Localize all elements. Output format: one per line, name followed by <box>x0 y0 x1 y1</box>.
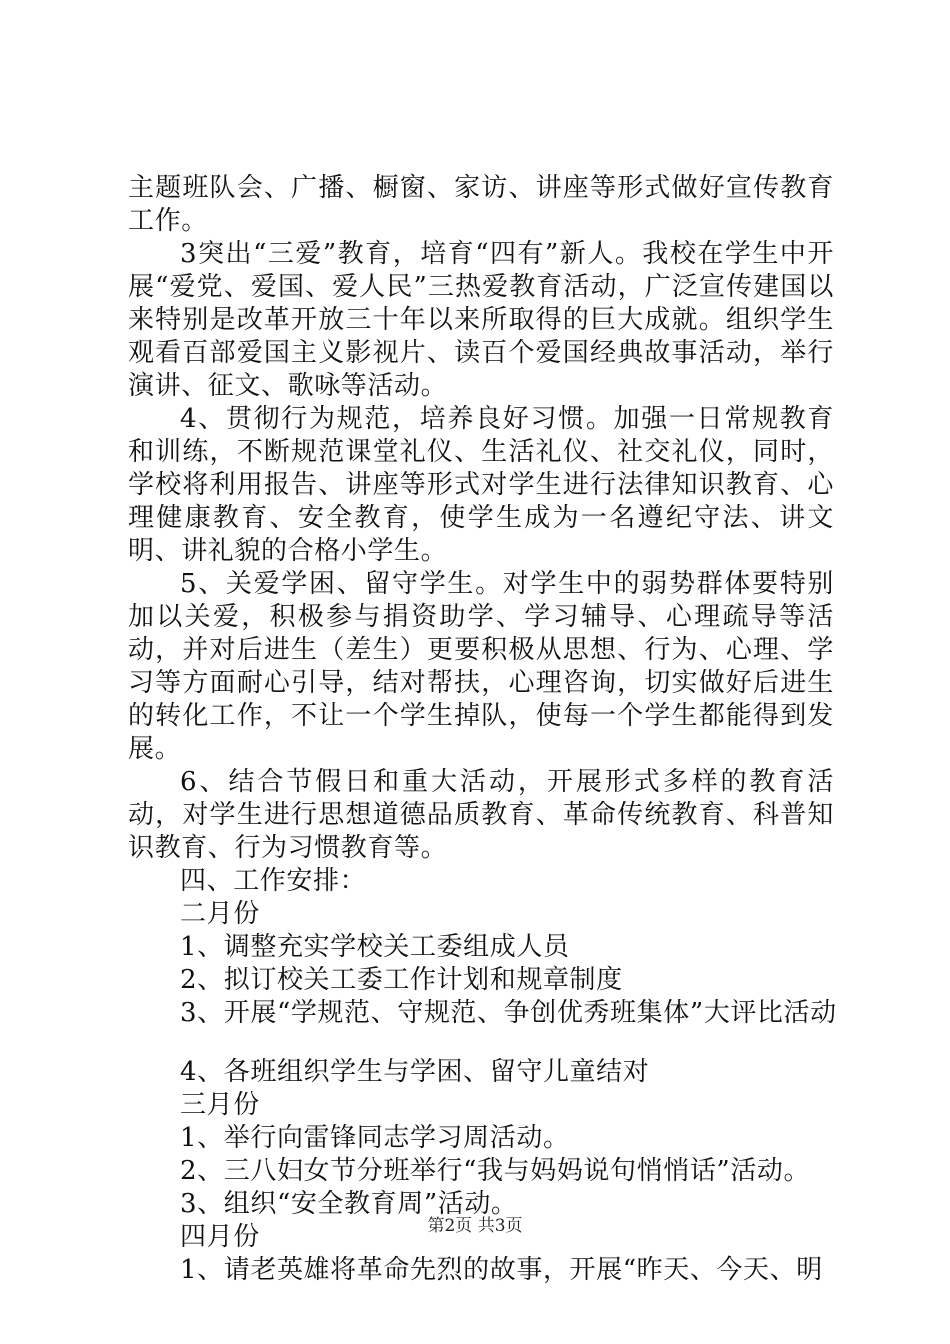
list-item: 2、拟订校关工委工作计划和规章制度 <box>180 965 623 995</box>
month-heading-march: 三月份 <box>180 1090 260 1120</box>
list-item: 2、三八妇女节分班举行“我与妈妈说句悄悄话”活动。 <box>180 1156 811 1186</box>
list-item: 1、举行向雷锋同志学习周活动。 <box>180 1123 570 1153</box>
list-item: 3、组织“安全教育周”活动。 <box>180 1189 518 1219</box>
month-heading-february: 二月份 <box>180 899 260 929</box>
page-footer: 第2页 共3页 <box>427 1216 523 1236</box>
list-item: 3、开展“学规范、守规范、争创优秀班集体”大评比活动 <box>180 998 837 1028</box>
section-heading-work-plan: 四、工作安排： <box>180 866 367 896</box>
list-item: 4、各班组织学生与学困、留守儿童结对 <box>180 1057 650 1087</box>
month-heading-april: 四月份 <box>180 1222 260 1252</box>
list-item: 1、请老英雄将革命先烈的故事，开展“昨天、今天、明 <box>180 1255 823 1285</box>
paragraph-care-students: 5、关爱学困、留守学生。对学生中的弱势群体要特别加以关爱，积极参与捐资助学、学习辅导、心理疏导等活动，并对后进生（差生）更要积极从思想、行为、心理、学习等方面耐心引导，结对帮扶，心理咨询，切实做好后进生的转化工作，不让一个学生掉队，使每一个学生都能得到发展。 <box>128 569 834 764</box>
paragraph-behavior-norms: 4、贯彻行为规范，培养良好习惯。加强一日常规教育和训练，不断规范课堂礼仪、生活礼仪、社交礼仪，同时，学校将利用报告、讲座等形式对学生进行法律知识教育、心理健康教育、安全教育，使学生成为一名遵纪守法、讲文明、讲礼貌的合格小学生。 <box>128 404 834 566</box>
blank-line <box>128 1030 834 1056</box>
paragraph-three-loves: 3突出“三爱”教育，培育“四有”新人。我校在学生中开展“爱党、爱国、爱人民”三热爱教育活动，广泛宣传建国以来特别是改革开放三十年以来所取得的巨大成就。组织学生观看百部爱国主义影视片、读百个爱国经典故事活动，举行演讲、征文、歌咏等活动。 <box>128 239 834 401</box>
document-body <box>128 172 837 1287</box>
paragraph-holiday-activities: 6、结合节假日和重大活动，开展形式多样的教育活动，对学生进行思想道德品质教育、革命传统教育、科普知识教育、行为习惯教育等。 <box>128 767 834 863</box>
paragraph-publicity: 主题班队会、广播、橱窗、家访、讲座等形式做好宣传教育工作。 <box>128 173 834 236</box>
list-item: 1、调整充实学校关工委组成人员 <box>180 932 570 962</box>
